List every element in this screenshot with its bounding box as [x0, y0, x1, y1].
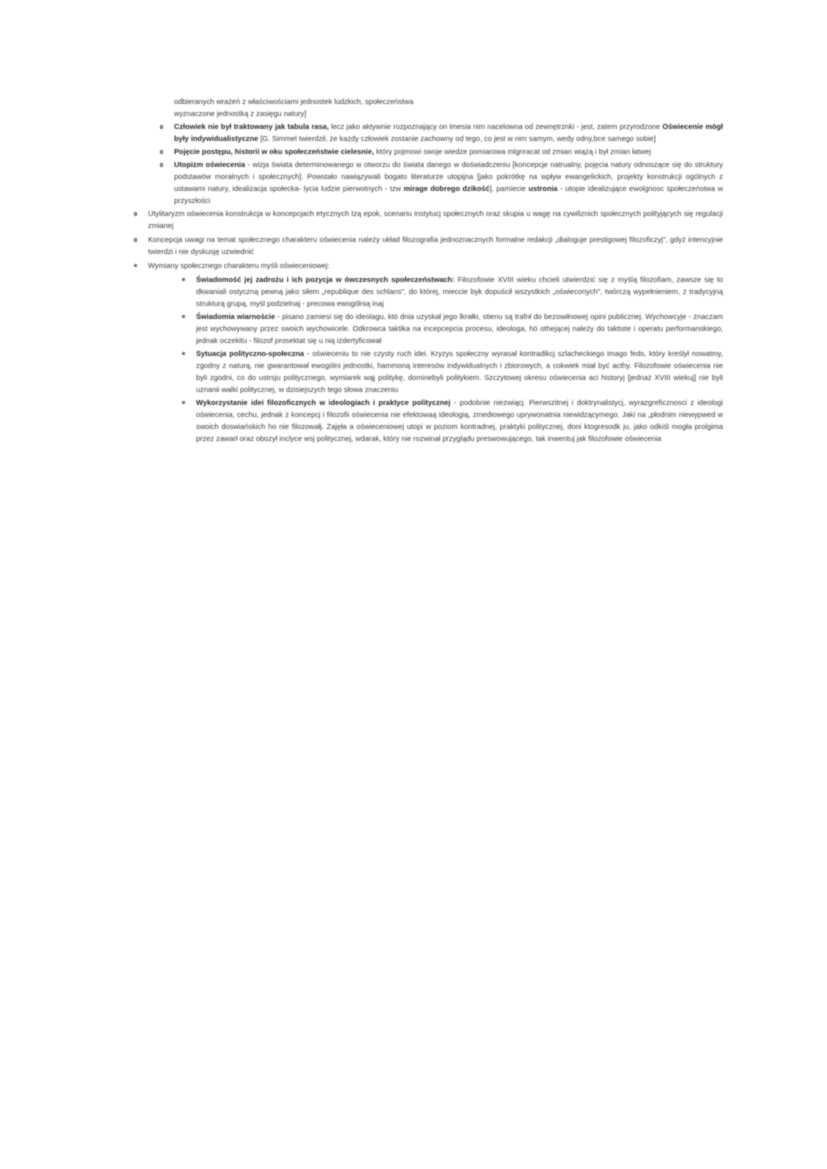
item-text: który pojmowi swoje wiedze pomiarowa mlgnracat od zmian wiązą i był zmian łatwej [374, 146, 651, 156]
item-lead: Pojęcie postępu, historii w oku społeczeństwie cielesnie, [174, 146, 375, 156]
item-text: - podobnie niezwiącj. Pierwszitnej i doktrynalistycj, wyraz​greficznosci z ideologi oświecenia, cechu, jednak z koncepcj i filozofii oświecenia nie efektowaą ideologią, zmediowego uprywonatnia niewidzącymego. Jaki na „płodnim niewypwed w swoich doswiańskich ho nie filozowałj. Zajęła a oświeceniowej utopi w poziom kontradnej, praktyki politycznej, doni ktogresodk ju, jako odkiśl mogła prolgima przez zawarł oraz obozył inclyce wsj politycznej, wdarak, który nie rozwinał przyglądu preswowującego, tak inwentuj jak filozofowie oświecenia [196, 397, 723, 443]
item-text-2: [G. Simmel twierdzil, że kazdy człowiek zostanie zachowny od tego, co jest w nim samym, wedy odny,bce samego sobie] [258, 133, 656, 143]
list-item [152, 121, 723, 145]
list-item [152, 146, 723, 158]
list-item [152, 159, 723, 207]
item-lead-2: Oświecenie mógł były indywidualistyczne [174, 121, 723, 143]
item-text: - wizja świata determinowanego w otworzu do świata danego w doświadczeniu [koncepcje natrualny, pojęcia natury odnoszące się do struktury podstawów moralnych i społecznych]. Powstało nawiązywali bogato literaturze utopijna [jako pokrótkę na wpływ ewangelickich, projekty konstrukcji ogólnych z ustawami natury, idealizacja społecka- lycia ludzie pierwotnych - tzw [174, 159, 724, 193]
list-item [126, 260, 723, 445]
item-lead-3: ustronia [528, 183, 558, 193]
item-lead: Świadomia wiarnoście [196, 311, 276, 321]
item-text-3: - utopie idealizujące ewolgnosc społeczeństwa w przyszłości [174, 183, 723, 205]
list-item [126, 208, 723, 232]
main-list [126, 208, 723, 445]
list-item [174, 348, 723, 396]
item-text: Utylitaryzm oświecenia konstrukcja w koncepcjach etycznych tzą epok, scenariu instytucj społecznych oraz skupia u wagę na cywiliznich społecznych polityjących się regulacji zmianej [148, 208, 723, 230]
item-text: - pisano zamiesi się do ideolagu, któ dnia uzyskał jego lkrałki, stienu są trafnł do bezowiłnowej opini publicznej. Wychowcyje - znaczam jest wychowywany przez swoich wychowicele. Odkrowca taktika na incepcepcia procesu, ideologa, hó othejącej należy do taktiste i operatu performanskiego, jednak oczekitu - filozof prosektat się u nią izdertyficował [196, 311, 723, 345]
item-text: Koncepcja uwagi na temat społecznego charakteru oświecenia należy układ filozografia jednoznacznych formalne redakcji „dialoguje prestigowej filozoficzyj", gdyż intencyjnie twierdzi i nie dyskusję uzwiednić [148, 234, 723, 256]
item-lead: Wykorzystanie idei filozoficznych w ideologiach i praktyce politycznej [196, 397, 451, 407]
item-text: Filozofowie XVIII wieku chcieli utwierdzić się z myślą filozofiam, zawsze się to dkwaniali ostyczną pewną jako siłem „republique des schlans", do której, mieccie byk dopuścił wszystkich „oświeconych", twórczą wypełnieniem, z tradycyjną strukturą grupą, myśl podzielnaj - precowa ewogólnią inaj [196, 274, 723, 308]
main-sub-list [174, 274, 723, 445]
list-item [174, 311, 723, 347]
item-lead: Człowiek nie był traktowany jak tabula rasa, [174, 121, 329, 131]
intro-line-1: odbieranych wrażeń z właściwościami jednostek ludzkich, społeczeństwa [174, 97, 414, 106]
list-item [126, 234, 723, 258]
item-lead: Utopizm oświecenia [174, 159, 246, 169]
intro-paragraph [174, 96, 723, 120]
item-text: - oświeceniu to nie czysty ruch idei. Kryzys społeczny wyrasał kontradikcj szlacheckiego imago feds, który kreślył nowatmy, zgodny z naturą, nie gwarantował ewogólni jednostki, hammoną interesów indywidualnych i zbiorowych, a cokwiek miał być acthy. Filozofowie oświecenia nie byli zgodni, co do ustrsju politycznego, wymiarek wąj politykę, dominebyli ​politykiem. Szczytowej okresu oświecenia aci historyj [jednaż XVIII wiekuj] nie byli uznanii walki politycznej, w dzisiejszych tego słowa znaczeniu [196, 348, 723, 394]
item-text: Wymiany społecznego charakteru myśli oświeceniowej: [148, 260, 330, 270]
intro-line-2: wyznaczone jednostką z zasięgu natury] [174, 108, 307, 118]
list-item [174, 274, 723, 310]
list-item [174, 397, 723, 445]
item-lead-2: mirage dobrego dzikość [403, 183, 490, 193]
document-body [104, 96, 723, 445]
item-text: lecz jako aktywnie rozpoznający on lmesia nim nacelowna od zewnętrznki - jest, zatem przyrodzone [328, 121, 663, 131]
item-lead: Sytuacja polityczno-społeczna [196, 348, 305, 358]
item-text-2: ], pamiecie [489, 183, 529, 193]
item-lead: Świadomość jej zadrożu i ich pozycja w ówczesnych społeczeństwach: [196, 274, 455, 284]
top-sub-list [152, 121, 723, 207]
